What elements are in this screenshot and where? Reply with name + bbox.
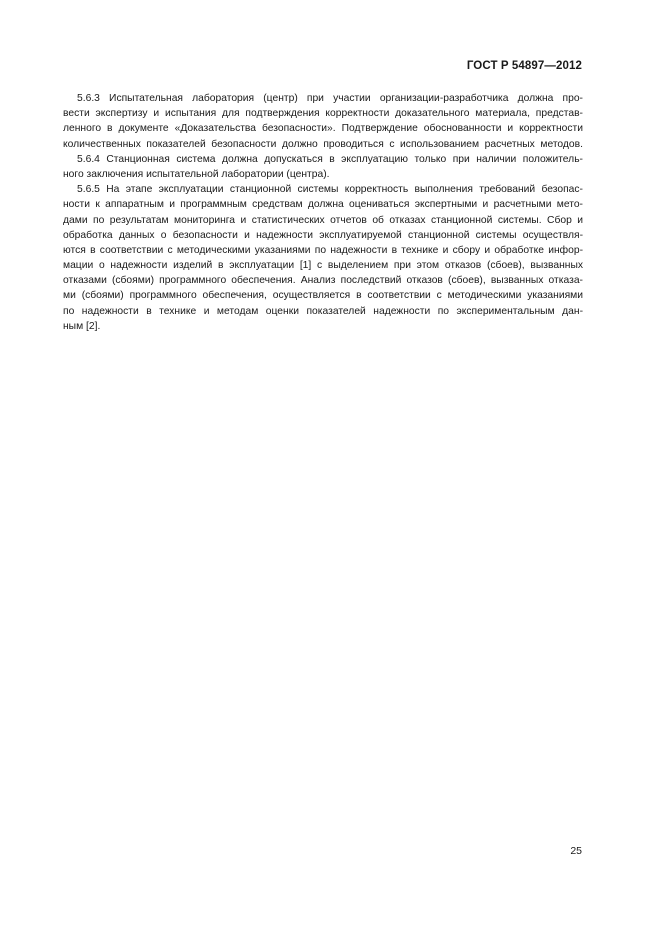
text-line: ленного в документе «Доказательства безопасности». Подтверждение обоснованности и корректности — [63, 123, 583, 135]
text-line: 5.6.3 Испытательная лаборатория (центр) при участии организации-разработчика должна про- — [77, 93, 583, 104]
text-line: ности к аппаратным и программным средствам должна оцениваться экспертными и расчетными мето- — [63, 199, 583, 211]
text-line: 5.6.5 На этапе эксплуатации станционной системы корректность выполнения требований безопас- — [77, 184, 583, 196]
paragraph-5-6-3 — [63, 91, 583, 152]
standard-designation: ГОСТ Р 54897—2012 — [466, 60, 582, 72]
text-line: ми (сбоями) программного обеспечения, осуществляется в соответствии с методическими указаниями — [63, 290, 583, 302]
page-number: 25 — [570, 845, 582, 857]
text-line: по надежности в технике и методам оценки показателей надежности по экспериментальным дан- — [63, 305, 583, 317]
text-line: обработка данных о безопасности и надежности эксплуатируемой станционной системы осуществля- — [63, 229, 583, 241]
document-header — [467, 60, 582, 72]
document-body — [63, 91, 583, 334]
paragraph-5-6-5 — [63, 182, 583, 334]
text-line: ного заключения испытательной лаборатории (центра). — [63, 168, 330, 180]
text-line: количественных показателей безопасности должно проводиться с использованием расчетных методов. — [63, 138, 583, 150]
text-line: отказами (сбоями) программного обеспечения. Анализ последствий отказов (сбоев), вызванных отказа- — [63, 275, 583, 287]
text-line: ются в соответствии с методическими указаниями по надежности в технике и сбору и обработке инфор- — [63, 244, 583, 256]
text-line: дами по результатам мониторинга и статистических отчетов об отказах станционной системы. Сбор и — [63, 214, 583, 226]
text-line: 5.6.4 Станционная система должна допускаться в эксплуатацию только при наличии положитель- — [77, 153, 583, 165]
text-line: ным [2]. — [63, 320, 101, 332]
paragraph-5-6-4 — [63, 152, 583, 182]
text-line: вести экспертизу и испытания для подтверждения корректности доказательного материала, представ- — [63, 108, 583, 120]
text-line: мации о надежности изделий в эксплуатации [1] с выделением при этом отказов (сбоев), вызванных — [63, 260, 583, 272]
